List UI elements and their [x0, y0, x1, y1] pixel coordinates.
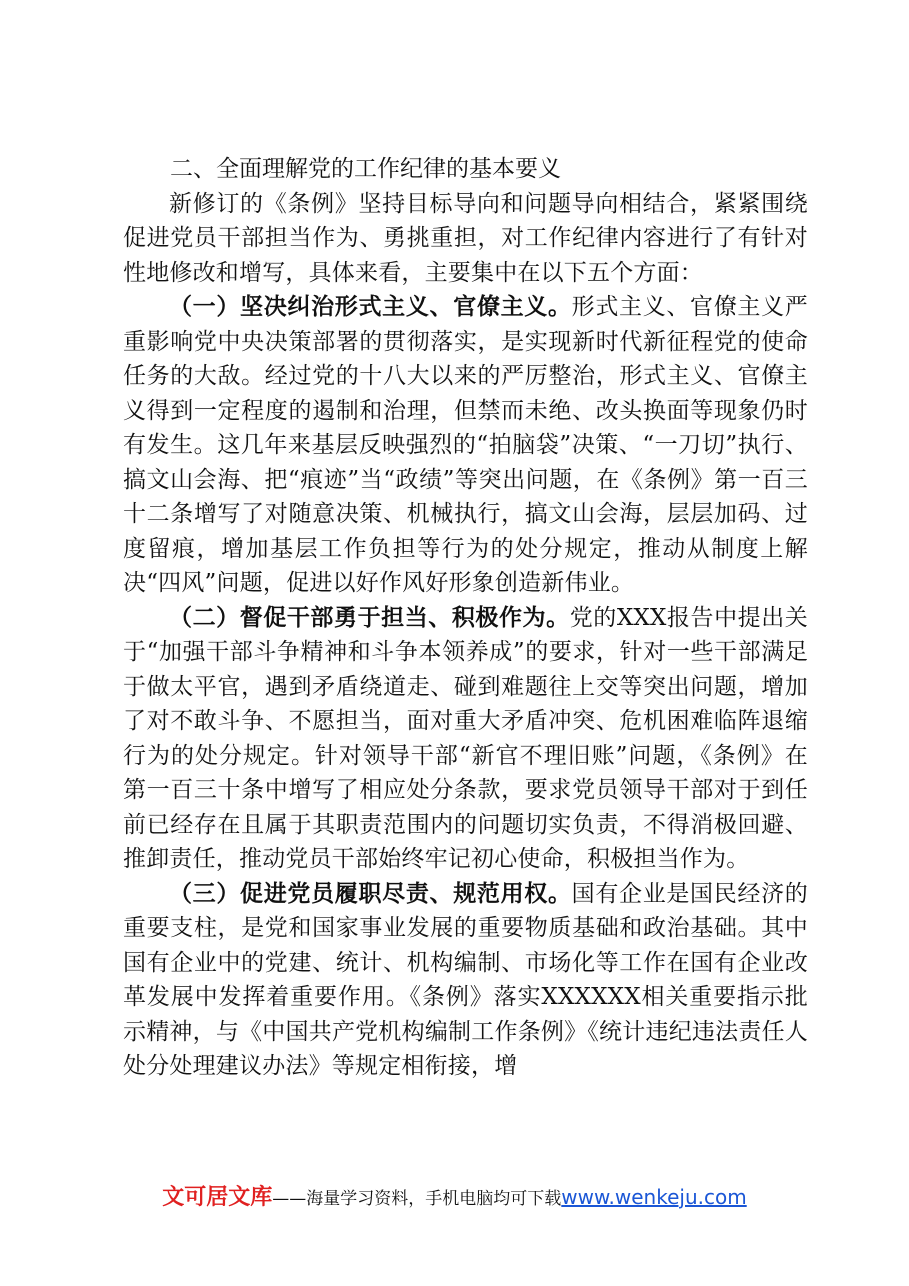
footer-brand: 文可居文库: [162, 1185, 273, 1210]
section-body-2: 党的XXX报告中提出关于“加强干部斗争精神和斗争本领养成”的要求，针对一些干部满足于做太平官，遇到矛盾绕道走、碰到难题往上交等突出问题，增加了对不敢斗争、不愿担当，面对重大矛盾冲突、危机困难临阵退缩行为的处分规定。针对领导干部“新官不理旧账”问题，《条例》在第一百三十条中增写了相应处分条款，要求党员领导干部对于到任前已经存在且属于其职责范围内的问题切实负责，不得消极回避、推卸责任，推动党员干部始终牢记初心使命，积极担当作为。: [123, 604, 808, 872]
section-paragraph-3: [123, 877, 808, 1084]
intro-paragraph: 新修订的《条例》坚持目标导向和问题导向相结合，紧紧围绕促进党员干部担当作为、勇挑重担，对工作纪律内容进行了有针对性地修改和增写，具体来看，主要集中在以下五个方面：: [123, 190, 808, 286]
section-lead-2: （二）督促干部勇于担当、积极作为。: [169, 603, 570, 631]
footer-site-link[interactable]: www.wenkeju.com: [561, 1185, 747, 1209]
section-lead-1: （一）坚决纠治形式主义、官僚主义。: [169, 293, 572, 320]
section-lead-3: （三）促进党员履职尽责、规范用权。: [169, 879, 572, 907]
section-paragraph-2: [123, 601, 808, 877]
document-body: [123, 152, 808, 1084]
section-body-3: 国有企业是国民经济的重要支柱，是党和国家事业发展的重要物质基础和政治基础。其中国有企业中的党建、统计、机构编制、市场化等工作在国有企业改革发展中发挥着重要作用。《条例》落实XXXXXX相关重要指示批示精神，与《中国共产党机构编制工作条例》《统计违纪违法责任人处分处理建议办法》等规定相衔接，增: [123, 880, 808, 1079]
footer-banner: [0, 1180, 909, 1211]
section-paragraph-1: [123, 290, 808, 601]
section-body-1: 形式主义、官僚主义严重影响党中央决策部署的贯彻落实，是实现新时代新征程党的使命任务的大敌。经过党的十八大以来的严厉整治，形式主义、官僚主义得到一定程度的遏制和治理，但禁而未绝、改头换面等现象仍时有发生。这几年来基层反映强烈的“拍脑袋”决策、“一刀切”执行、搞文山会海、把“痕迹”当“政绩”等突出问题，在《条例》第一百三十二条增写了对随意决策、机械执行，搞文山会海，层层加码、过度留痕，增加基层工作负担等行为的处分规定，推动从制度上解决“四风”问题，促进以好作风好形象创造新伟业。: [123, 294, 808, 596]
section-heading: 二、全面理解党的工作纪律的基本要义: [170, 156, 561, 182]
footer-slogan: ——海量学习资料，手机电脑均可下载: [272, 1189, 562, 1209]
